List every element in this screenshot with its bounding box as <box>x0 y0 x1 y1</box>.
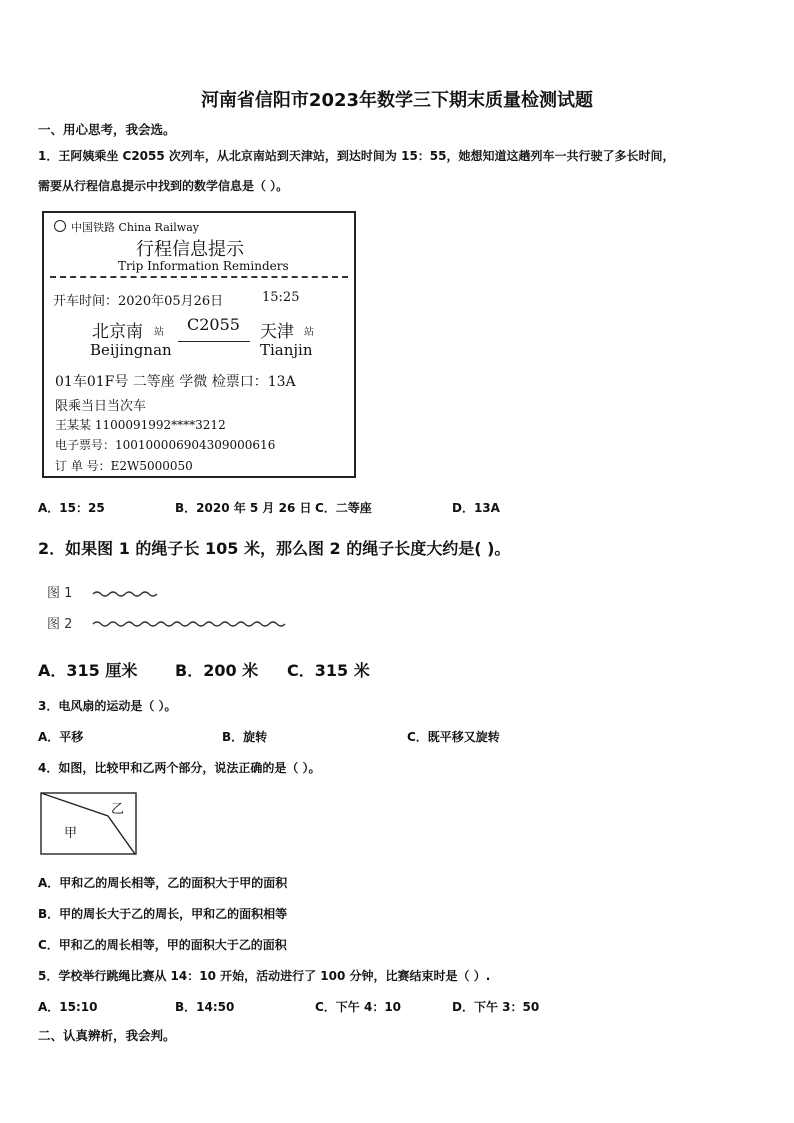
ticket-order: 订 单 号：E2W5000050 <box>55 459 193 473</box>
ticket-depart-date: 开车时间：2020年05月26日 <box>53 294 224 309</box>
trip-ticket-image <box>42 211 356 478</box>
q2-fig2-label: 图 2 <box>47 617 73 632</box>
q5-option-b: B．14:50 <box>175 1000 235 1014</box>
q1-stem-line2: 需要从行程信息提示中找到的数学信息是（ ）。 <box>38 179 289 193</box>
ticket-to-en: Tianjin <box>260 341 313 359</box>
q3-option-c: C．既平移又旋转 <box>407 730 500 744</box>
q2-stem: 2．如果图 1 的绳子长 105 米，那么图 2 的绳子长度大约是( )。 <box>38 539 511 558</box>
q2-option-b: B．200 米 <box>175 661 259 680</box>
ticket-to-station: 天津 <box>260 322 294 342</box>
rope-figure-2 <box>93 622 285 626</box>
rope-figure-1 <box>93 592 157 596</box>
q3-option-a: A．平移 <box>38 730 84 744</box>
q4-label-jia: 甲 <box>64 826 78 841</box>
q4-option-a: A．甲和乙的周长相等，乙的面积大于甲的面积 <box>38 876 288 890</box>
q5-option-c: C．下午 4：10 <box>315 1000 402 1014</box>
ticket-seat-line: 01车01F号 二等座 学微 检票口：13A <box>55 374 296 390</box>
q1-option-a: A．15：25 <box>38 501 105 515</box>
q1-stem-line1: 1．王阿姨乘坐 C2055 次列车，从北京南站到天津站，到达时间为 15：55，她想知道这趟列车一共行驶了多长时间， <box>38 149 675 163</box>
ticket-train-underline <box>178 341 250 342</box>
ticket-header: 中国铁路 China Railway <box>71 221 199 234</box>
q4-label-yi: 乙 <box>111 802 125 817</box>
ticket-title-en: Trip Information Reminders <box>118 259 289 273</box>
q1-option-b: B．2020 年 5 月 26 日 <box>175 501 312 515</box>
q5-option-a: A．15:10 <box>38 1000 98 1014</box>
ticket-depart-time: 15:25 <box>262 290 300 305</box>
page-title: 河南省信阳市2023年数学三下期末质量检测试题 <box>200 90 594 111</box>
china-railway-logo-icon <box>54 220 66 232</box>
ticket-divider <box>50 276 348 278</box>
q3-option-b: B．旋转 <box>222 730 268 744</box>
ticket-train-number: C2055 <box>187 315 240 334</box>
q2-option-a: A．315 厘米 <box>38 661 138 680</box>
ticket-title-cn: 行程信息提示 <box>136 239 244 260</box>
ticket-from-station: 北京南 <box>92 322 143 342</box>
ticket-passenger: 王某某 1100091992****3212 <box>55 418 226 432</box>
ticket-limit: 限乘当日当次车 <box>55 399 147 414</box>
q4-stem: 4．如图，比较甲和乙两个部分，说法正确的是（ ）。 <box>38 761 321 775</box>
q1-option-d: D．13A <box>452 501 500 515</box>
q2-ropes-figure <box>90 584 290 634</box>
section-2-heading: 二、认真辨析，我会判。 <box>38 1028 176 1043</box>
ticket-eticket: 电子票号：10010000690430900061​6 <box>55 438 276 452</box>
q5-option-d: D．下午 3：50 <box>452 1000 540 1014</box>
q2-fig1-label: 图 1 <box>47 586 73 601</box>
section-1-heading: 一、用心思考，我会选。 <box>38 122 176 137</box>
ticket-from-suffix: 站 <box>154 327 164 338</box>
q1-option-c: C．二等座 <box>315 501 372 515</box>
q3-stem: 3．电风扇的运动是（ ）。 <box>38 699 177 713</box>
ticket-to-suffix: 站 <box>304 327 314 338</box>
q5-stem: 5．学校举行跳绳比赛从 14：10 开始，活动进行了 100 分钟，比赛结束时是（ ）. <box>38 969 491 983</box>
q4-option-c: C．甲和乙的周长相等，甲的面积大于乙的面积 <box>38 938 287 952</box>
q4-option-b: B．甲的周长大于乙的周长，甲和乙的面积相等 <box>38 907 288 921</box>
q2-option-c: C．315 米 <box>287 661 370 680</box>
ticket-from-en: Beijingnan <box>90 341 172 359</box>
